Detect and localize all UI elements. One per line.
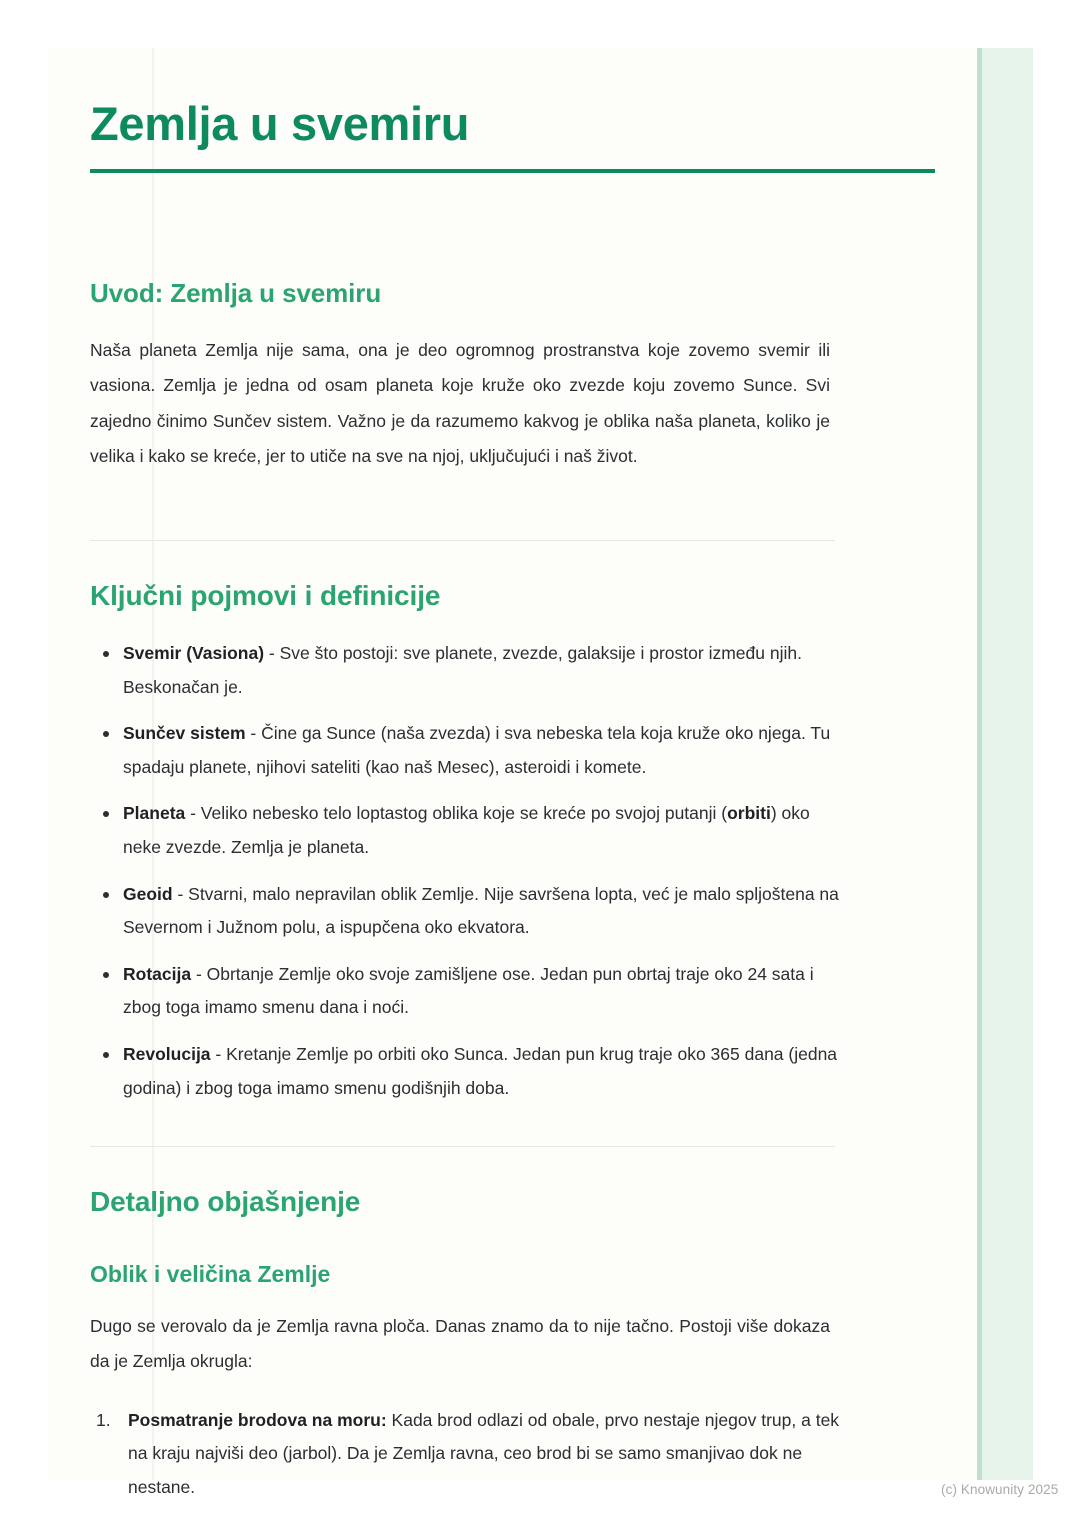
intro-section (90, 277, 938, 475)
list-item (90, 958, 852, 1025)
key-terms-heading: Ključni pojmovi i definicije (90, 580, 441, 611)
list-item (90, 797, 852, 864)
term-label: Revolucija (123, 1043, 211, 1064)
detailed-paragraph: Dugo se verovalo da je Zemlja ravna ploča. Danas znamo da to nije tačno. Postoji više dokaza da je Zemlja okrugla: (90, 1315, 830, 1372)
term-definition-part1: - Veliko nebesko telo loptastog oblika koje se kreće po svojoj putanji ( (185, 803, 728, 824)
detailed-subheading: Oblik i veličina Zemlje (90, 1261, 331, 1287)
divider-1 (90, 540, 835, 541)
term-definition: - Čine ga Sunce (naša zvezda) i sva nebeska tela koja kruže oko njega. Tu spadaju planete, njihovi sateliti (kao naš Mesec), asteroidi i komete. (123, 723, 831, 777)
term-definition: - Sve što postoji: sve planete, zvezde, galaksije i prostor između njih. Beskonačan je. (123, 643, 802, 697)
list-item (90, 1038, 852, 1105)
copyright-watermark: (c) Knowunity 2025 (941, 1482, 1059, 1497)
key-terms-section (90, 578, 938, 1105)
term-label: Rotacija (123, 963, 192, 984)
list-item (90, 637, 852, 704)
proof-label: Posmatranje brodova na moru: (128, 1409, 387, 1430)
term-label: Svemir (Vasiona) (123, 643, 265, 663)
document-content (90, 48, 938, 1497)
intro-paragraph: Naša planeta Zemlja nije sama, ona je deo ogromnog prostranstva koje zovemo svemir ili vasiona. Zemlja je jedna od osam planeta koje kruže oko zvezde koju zovemo Sunce. Svi zajedno činimo Sunčev sistem. Važno je da razumemo kakvog je oblika naša planeta, koliko je velika i kako se kreće, jer to utiče na sve na njoj, uključujući i naš život. (90, 339, 830, 467)
term-definition: - Obrtanje Zemlje oko svoje zamišljene ose. Jedan pun obrtaj traje oko 24 sata i zbog toga imamo smenu dana i noći. (123, 963, 814, 1018)
detailed-heading: Detaljno objašnjenje (90, 1186, 361, 1217)
proof-list (90, 1404, 852, 1505)
term-definition: - Stvarni, malo nepravilan oblik Zemlje. Nije savršena lopta, već je malo spljoštena na Severnom i Južnom polu, a ispupčena oko ekvatora. (123, 883, 839, 938)
term-label: Sunčev sistem (123, 723, 246, 744)
term-definition: - Kretanje Zemlje po orbiti oko Sunca. Jedan pun krug traje oko 365 dana (jedna godina) i zbog toga imamo smenu godišnjih doba. (123, 1043, 838, 1098)
page-title: Zemlja u svemiru (90, 97, 470, 150)
key-terms-list (90, 637, 852, 1105)
list-item (90, 717, 852, 784)
list-item (90, 1404, 852, 1505)
term-inline-bold: orbiti (727, 803, 771, 824)
document-page (48, 48, 1059, 1497)
divider-2 (90, 1146, 835, 1147)
list-item (90, 878, 852, 945)
page-side-strip (977, 48, 1033, 1480)
title-underline-rule (90, 169, 935, 173)
term-label: Planeta (123, 803, 186, 824)
intro-heading: Uvod: Zemlja u svemiru (90, 278, 382, 308)
detailed-section (90, 1184, 938, 1518)
proof-definition: Kada brod odlazi od obale, prvo nestaje njegov trup, a tek na kraju najviši deo (jarbol). Da je Zemlja ravna, ceo brod bi se samo smanjivao dok ne nestane. (128, 1409, 840, 1497)
term-definition-part2: ) oko neke zvezde. Zemlja je planeta. (123, 803, 810, 857)
page-side-strip-edge (977, 48, 982, 1480)
term-label: Geoid (123, 883, 173, 904)
